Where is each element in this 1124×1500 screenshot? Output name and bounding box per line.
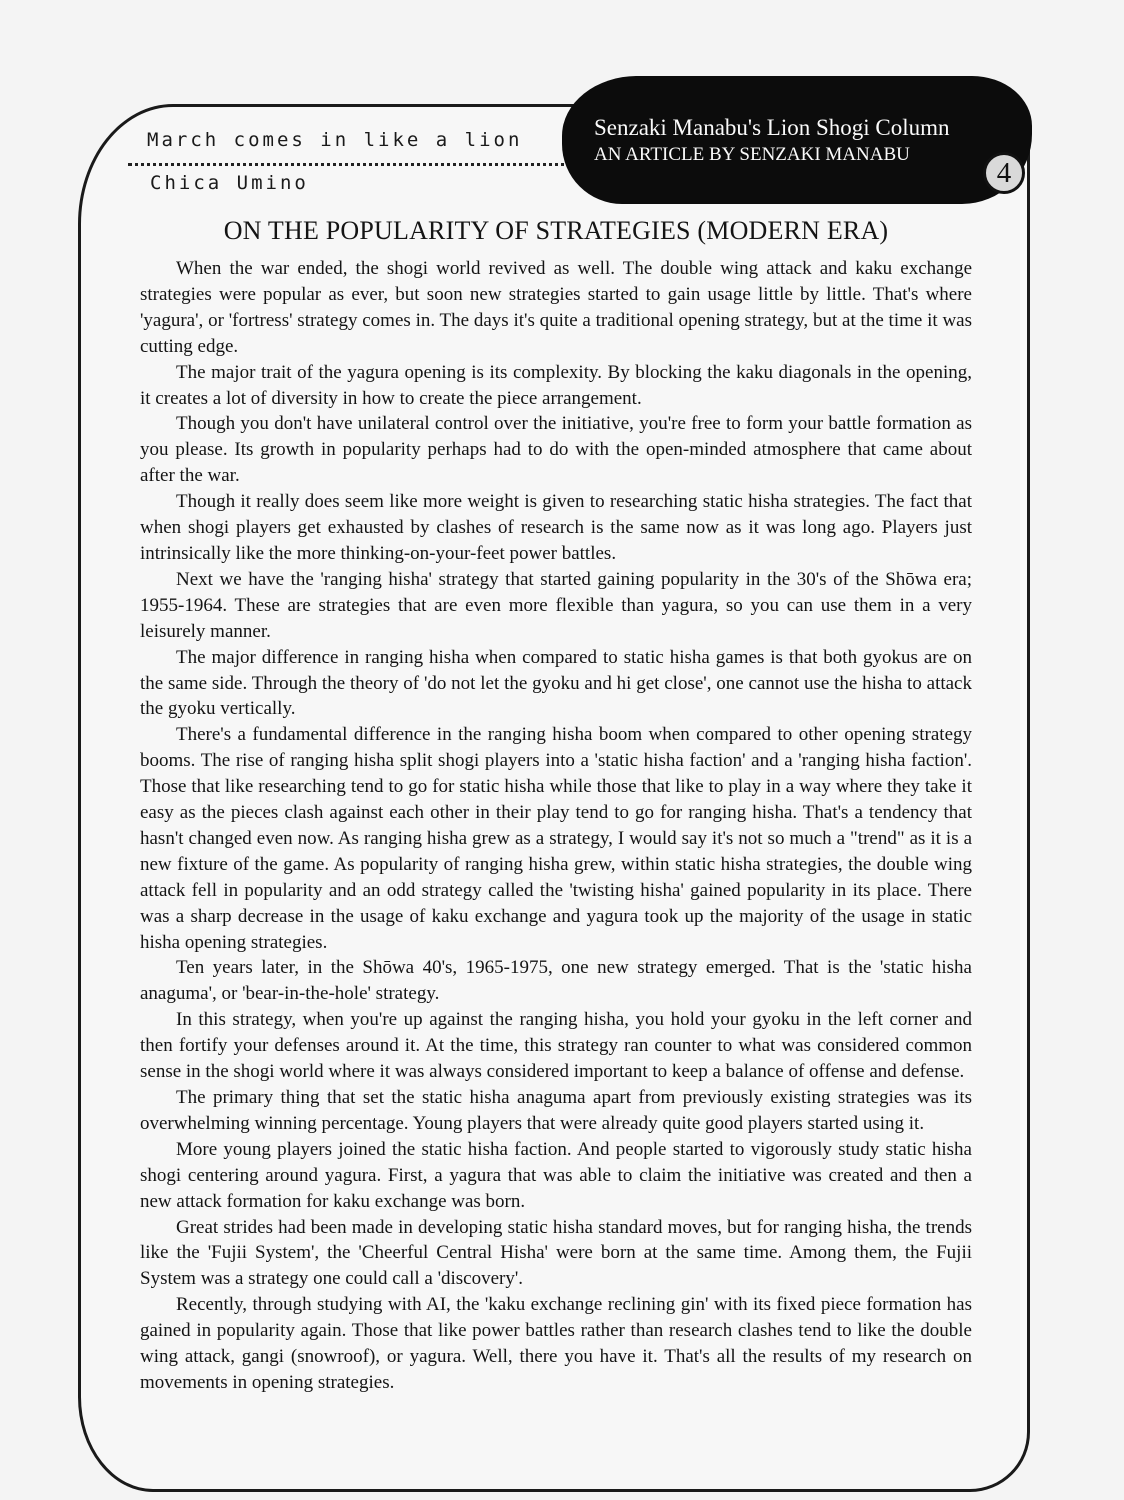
article-paragraph: More young players joined the static hisha faction. And people started to vigorously study static hisha shogi centering around yagura. First, a yagura that was able to claim the initiative was created and then a new attack formation for kaku exchange was born. (140, 1138, 972, 1212)
article-paragraph: The primary thing that set the static hisha anaguma apart from previously existing strategies was its overwhelming winning percentage. Young players that were already quite good players started using it. (140, 1087, 972, 1134)
column-number-badge: 4 (983, 152, 1025, 194)
column-banner (562, 76, 1032, 204)
article-paragraph: Great strides had been made in developing static hisha standard moves, but for ranging hisha, the trends like the 'Fujii System', the 'Cheerful Central Hisha' were born at the same time. Among them, the Fujii System was a strategy one could call a 'discovery'. (140, 1216, 972, 1290)
article-paragraph: Recently, through studying with AI, the 'kaku exchange reclining gin' with its fixed piece formation has gained in popularity again. Those that like power battles rather than research clashes tend to like the double wing attack, gangi (snowroof), or yagura. Well, there you have it. That's all the results of my research on movements in opening strategies. (140, 1294, 972, 1393)
article-paragraph: Ten years later, in the Shōwa 40's, 1965-1975, one new strategy emerged. That is the 'static hisha anaguma', or 'bear-in-the-hole' strategy. (140, 957, 972, 1005)
article-paragraph: The major trait of the yagura opening is its complexity. By blocking the kaku diagonals in the opening, it creates a lot of diversity in how to create the piece arrangement. (140, 361, 972, 409)
column-title: Senzaki Manabu's Lion Shogi Column (594, 115, 950, 140)
article-heading: ON THE POPULARITY OF STRATEGIES (MODERN ERA) (223, 216, 889, 245)
article-paragraph: In this strategy, when you're up against the ranging hisha, you hold your gyoku in the left corner and then fortify your defenses around it. At the time, this strategy ran counter to what was considered common sense in the shogi world where it was always considered important to keep a balance of offense and defense. (140, 1009, 972, 1083)
article-paragraph: Next we have the 'ranging hisha' strategy that started gaining popularity in the 30's of the Shōwa era; 1955-1964. These are strategies that are even more flexible than yagura, so you can use them in a very leisurely manner. (140, 568, 972, 642)
article-paragraph: When the war ended, the shogi world revived as well. The double wing attack and kaku exchange strategies were popular as ever, but soon new strategies started to gain usage little by little. That's where 'yagura', or 'fortress' strategy comes in. The days it's quite a traditional opening strategy, but at the time it was cutting edge. (140, 258, 972, 357)
author-name: Chica Umino (150, 172, 309, 194)
article-paragraph: Though you don't have unilateral control over the initiative, you're free to form your battle formation as you please. Its growth in popularity perhaps had to do with the open-minded atmosphere that came about after the war. (140, 413, 972, 487)
dotted-divider (128, 163, 578, 166)
article-paragraph: The major difference in ranging hisha when compared to static hisha games is that both gyokus are on the same side. Through the theory of 'do not let the gyoku and hi get close', one cannot use the hisha to attack the gyoku vertically. (140, 646, 972, 720)
article-body (140, 256, 972, 1396)
column-byline: AN ARTICLE BY SENZAKI MANABU (594, 144, 910, 165)
article-paragraph: There's a fundamental difference in the ranging hisha boom when compared to other opening strategy booms. The rise of ranging hisha split shogi players into a 'static hisha faction' and a 'ranging hisha faction'. Those that like researching tend to go for static hisha while those that like to play in a way where they take it easy as the pieces clash against each other in their play tend to go for ranging hisha. That's a tendency that hasn't changed even now. As ranging hisha grew as a strategy, I would say it's not so much a "trend" as it is a new fixture of the game. As popularity of ranging hisha grew, within static hisha strategies, the double wing attack fell in popularity and an odd strategy called the 'twisting hisha' gained popularity in its place. There was a sharp decrease in the usage of kaku exchange and yagura took up the majority of the usage in static hisha opening strategies. (140, 724, 972, 953)
series-title: March comes in like a lion (147, 129, 523, 151)
article-paragraph: Though it really does seem like more weight is given to researching static hisha strategies. The fact that when shogi players get exhausted by clashes of research is the same now as it was long ago. Players just intrinsically like the more thinking-on-your-feet power battles. (140, 491, 972, 564)
